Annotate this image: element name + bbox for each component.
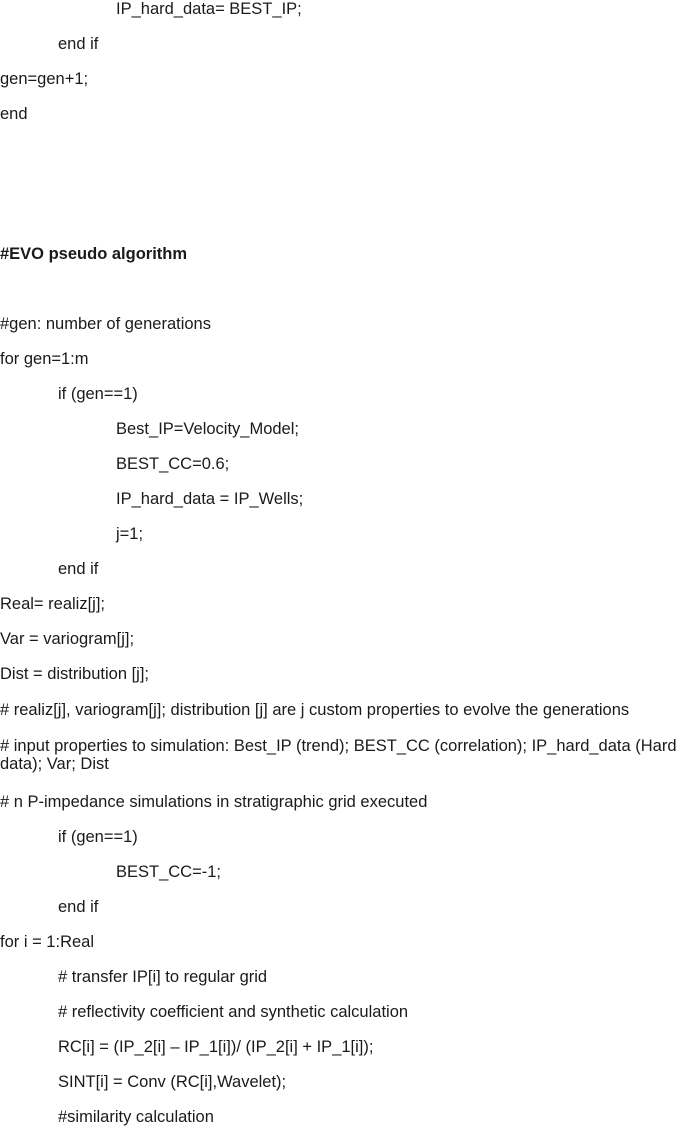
code-line: gen=gen+1; xyxy=(0,70,89,88)
code-line: BEST_CC=-1; xyxy=(116,863,221,881)
code-line: end if xyxy=(58,898,99,916)
code-line: Var = variogram[j]; xyxy=(0,630,135,648)
section-heading: #EVO pseudo algorithm xyxy=(0,245,188,263)
code-line: if (gen==1) xyxy=(58,828,138,846)
code-line: if (gen==1) xyxy=(58,385,138,403)
code-line: IP_hard_data = IP_Wells; xyxy=(116,490,304,508)
code-line: end if xyxy=(58,560,99,578)
code-line: IP_hard_data= BEST_IP; xyxy=(116,0,302,18)
code-line: Dist = distribution [j]; xyxy=(0,665,150,683)
comment-line: # n P-impedance simulations in stratigraphic grid executed xyxy=(0,793,428,811)
code-line: SINT[i] = Conv (RC[i],Wavelet); xyxy=(58,1073,287,1091)
code-line: j=1; xyxy=(116,525,144,543)
code-line: Best_IP=Velocity_Model; xyxy=(116,420,299,438)
comment-line: # realiz[j], variogram[j]; distribution [j] are j custom properties to evolve the generations xyxy=(0,701,630,719)
code-line: BEST_CC=0.6; xyxy=(116,455,230,473)
comment-line: #similarity calculation xyxy=(58,1108,214,1126)
code-line: end if xyxy=(58,35,99,53)
comment-line: # input properties to simulation: Best_IP (trend); BEST_CC (correlation); IP_hard_data (Hard data); Var; Dist xyxy=(0,737,677,773)
comment-line: # transfer IP[i] to regular grid xyxy=(58,968,268,986)
code-line: for gen=1:m xyxy=(0,350,89,368)
code-line: #gen: number of generations xyxy=(0,315,211,333)
code-line: end xyxy=(0,105,28,123)
code-line: for i = 1:Real xyxy=(0,933,95,951)
comment-line: # reflectivity coefficient and synthetic calculation xyxy=(58,1003,409,1021)
code-line: Real= realiz[j]; xyxy=(0,595,106,613)
code-line: RC[i] = (IP_2[i] – IP_1[i])/ (IP_2[i] + IP_1[i]); xyxy=(58,1038,374,1056)
